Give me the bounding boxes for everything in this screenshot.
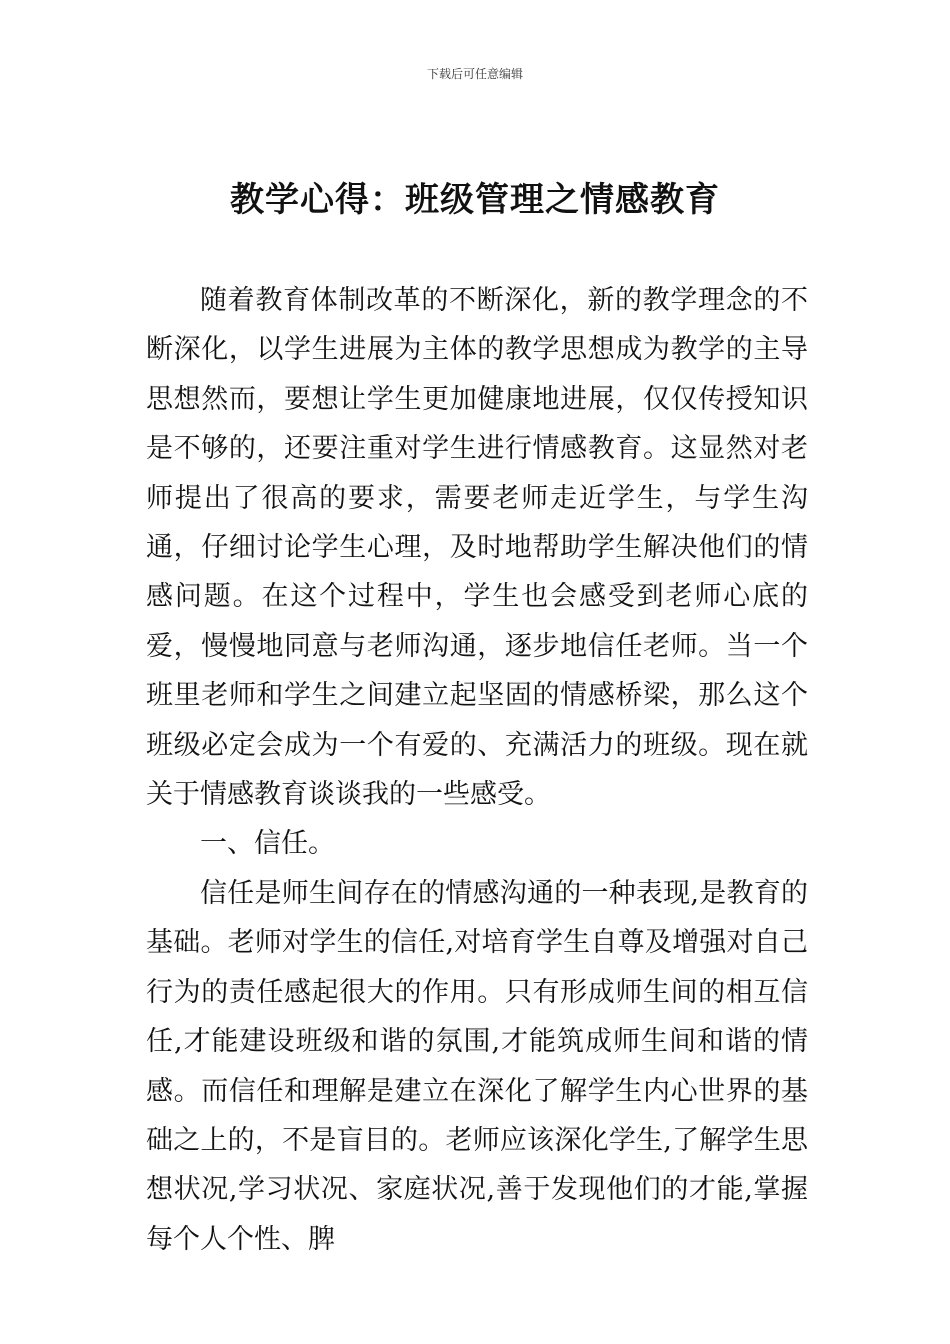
- document-title: 教学心得：班级管理之情感教育: [230, 180, 720, 220]
- section-heading-trust: 一、信任。: [200, 828, 335, 860]
- paragraph-intro: 随着教育体制改革的不断深化，新的教学理念的不断深化，以学生进展为主体的教学思想成为教学的主导思想然而，要想让学生更加健康地进展，仅仅传授知识是不够的，还要注重对学生进行情感教育。这显然对老师提出了很高的要求，需要老师走近学生，与学生沟通，仔细讨论学生心理，及时地帮助学生解决他们的情感问题。在这个过程中，学生也会感受到老师心底的爱，慢慢地同意与老师沟通，逐步地信任老师。当一个班里老师和学生之间建立起坚固的情感桥梁，那么这个班级必定会成为一个有爱的、充满活力的班级。现在就关于情感教育谈谈我的一些感受。: [146, 285, 808, 811]
- document-body: [146, 276, 808, 1264]
- header-note: 下载后可任意编辑: [426, 67, 523, 81]
- paragraph-trust: 信任是师生间存在的情感沟通的一种表现,是教育的基础。老师对学生的信任,对培育学生自尊及增强对自己行为的责任感起很大的作用。只有形成师生间的相互信任,才能建设班级和谐的氛围,才能筑成师生间和谐的情感。而信任和理解是建立在深化了解学生内心世界的基础之上的，不是盲目的。老师应该深化学生,了解学生思想状况,学习状况、家庭状况,善于发现他们的才能,掌握每个人个性、脾: [146, 877, 808, 1255]
